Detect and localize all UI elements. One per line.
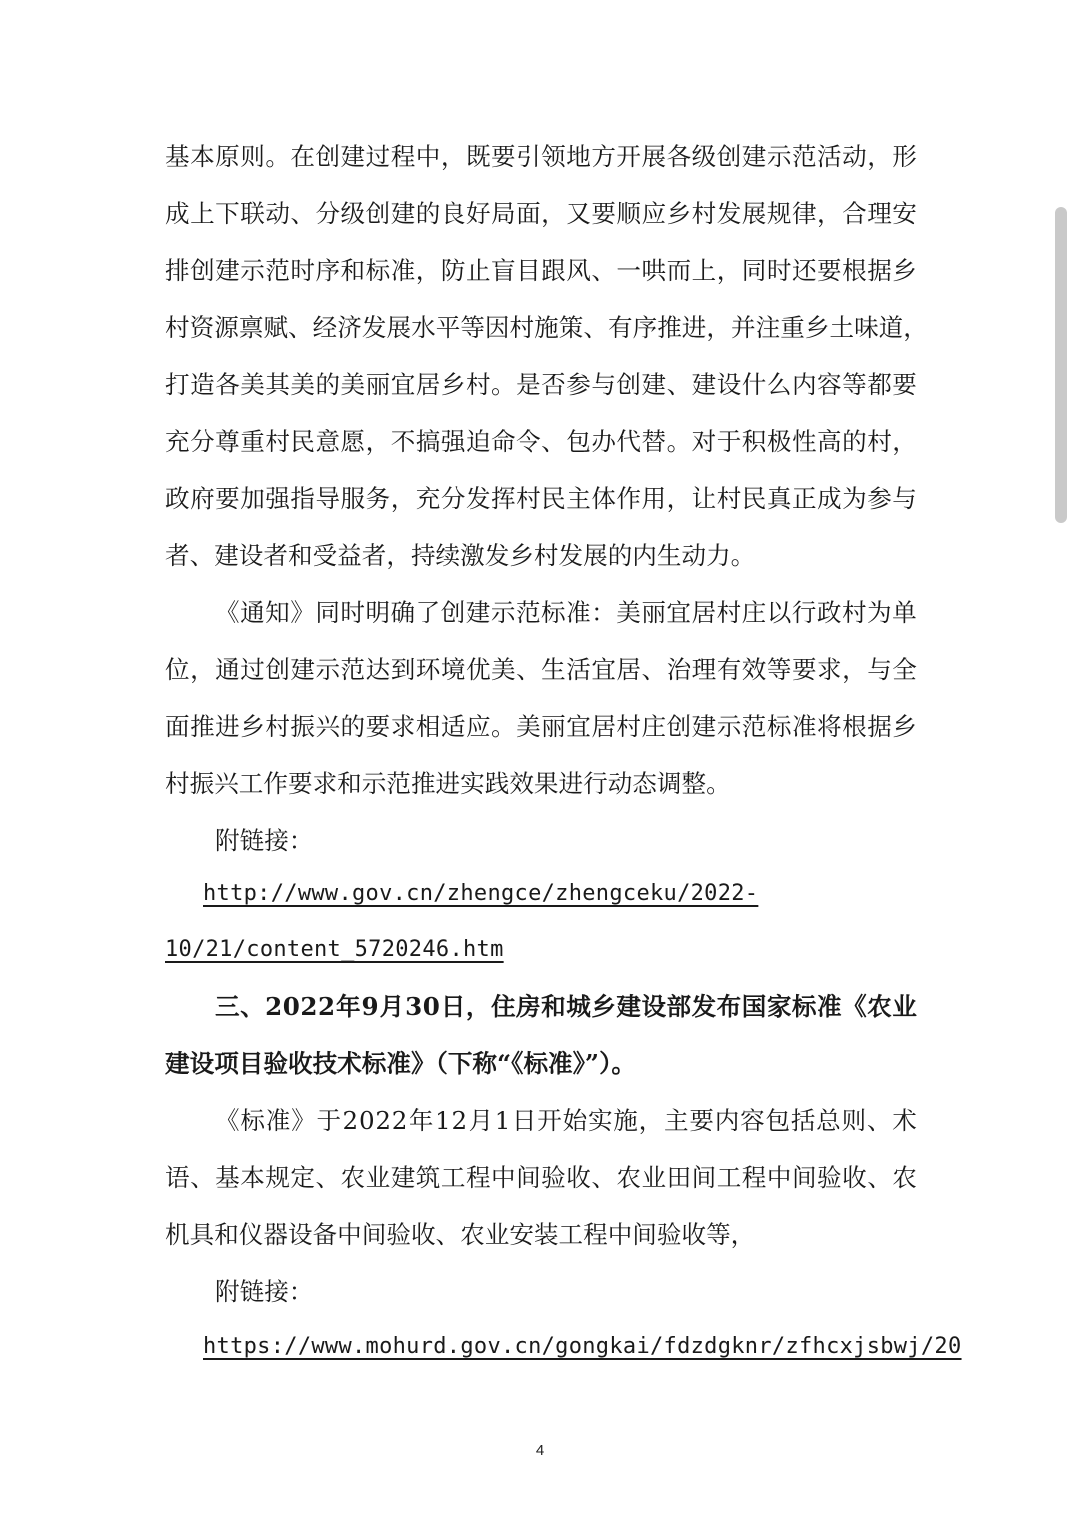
section-heading-line: 建设项目验收技术标准》（下称“《标准》”）。 <box>165 1049 636 1078</box>
link-url-part-2[interactable]: 10/21/content_5720246.htm <box>165 937 504 962</box>
section-heading-line: 三 、 2 0 2 2 年 9 月 3 0 日 ， 住 房 和 城 乡 建 设 部 发 布 国 家 标 准 《 农 业 <box>215 992 917 1021</box>
paragraph-line: 《 通 知 》 同 时 明 确 了 创 建 示 范 标 准 ： 美 丽 宜 居 村 庄 以 行 政 村 为 单 <box>215 598 917 627</box>
paragraph-line: 充 分 尊 重 村 民 意 愿 ， 不 搞 强 迫 命 令 、 包 办 代 替 。 对 于 积 极 性 高 的 村 ， <box>165 427 917 456</box>
paragraph-line: 《 标 准 》 于 2 0 2 2 年 1 2 月 1 日 开 始 实 施 ， 主 要 内 容 包 括 总 则 、 术 <box>215 1106 917 1135</box>
paragraph-line: 村振兴工作要求和示范推进实践效果进行动态调整。 <box>165 769 731 798</box>
scrollbar-thumb[interactable] <box>1055 207 1067 523</box>
paragraph-line: 面 推 进 乡 村 振 兴 的 要 求 相 适 应 。 美 丽 宜 居 村 庄 创 建 示 范 标 准 将 根 据 乡 <box>165 712 917 741</box>
paragraph-line: 位 ， 通 过 创 建 示 范 达 到 环 境 优 美 、 生 活 宜 居 、 治 理 有 效 等 要 求 ， 与 全 <box>165 655 917 684</box>
page-number: 4 <box>535 1442 545 1459</box>
attachment-label: 附链接： <box>215 826 314 855</box>
paragraph-line: 村 资 源 禀 赋 、 经 济 发 展 水 平 等 因 村 施 策 、 有 序 推 进 ， 并 注 重 乡 土 味 道 ， <box>165 313 928 342</box>
link-url[interactable]: https://www.mohurd.gov.cn/gongkai/fdzdgknr/zfhcxjsbwj/20 <box>203 1334 962 1359</box>
paragraph-line: 排 创 建 示 范 时 序 和 标 准 ， 防 止 盲 目 跟 风 、 一 哄 而 上 ， 同 时 还 要 根 据 乡 <box>165 256 917 285</box>
paragraph-line: 成 上 下 联 动 、 分 级 创 建 的 良 好 局 面 ， 又 要 顺 应 乡 村 发 展 规 律 ， 合 理 安 <box>165 199 917 228</box>
paragraph-line: 政 府 要 加 强 指 导 服 务 ， 充 分 发 挥 村 民 主 体 作 用 ， 让 村 民 真 正 成 为 参 与 <box>165 484 917 513</box>
attachment-label: 附链接： <box>215 1277 314 1306</box>
link-url-part-1[interactable]: http://www.gov.cn/zhengce/zhengceku/2022- <box>203 881 759 906</box>
paragraph-line: 者、建设者和受益者，持续激发乡村发展的内生动力。 <box>165 541 756 570</box>
paragraph-line: 机具和仪器设备中间验收、农业安装工程中间验收等， <box>165 1220 756 1249</box>
paragraph-line: 语 、 基 本 规 定 、 农 业 建 筑 工 程 中 间 验 收 、 农 业 田 间 工 程 中 间 验 收 、 农 <box>165 1163 917 1192</box>
paragraph-line: 基 本 原 则 。 在 创 建 过 程 中 ， 既 要 引 领 地 方 开 展 各 级 创 建 示 范 活 动 ， 形 <box>165 142 917 171</box>
paragraph-line: 打 造 各 美 其 美 的 美 丽 宜 居 乡 村 。 是 否 参 与 创 建 、 建 设 什 么 内 容 等 都 要 <box>165 370 917 399</box>
